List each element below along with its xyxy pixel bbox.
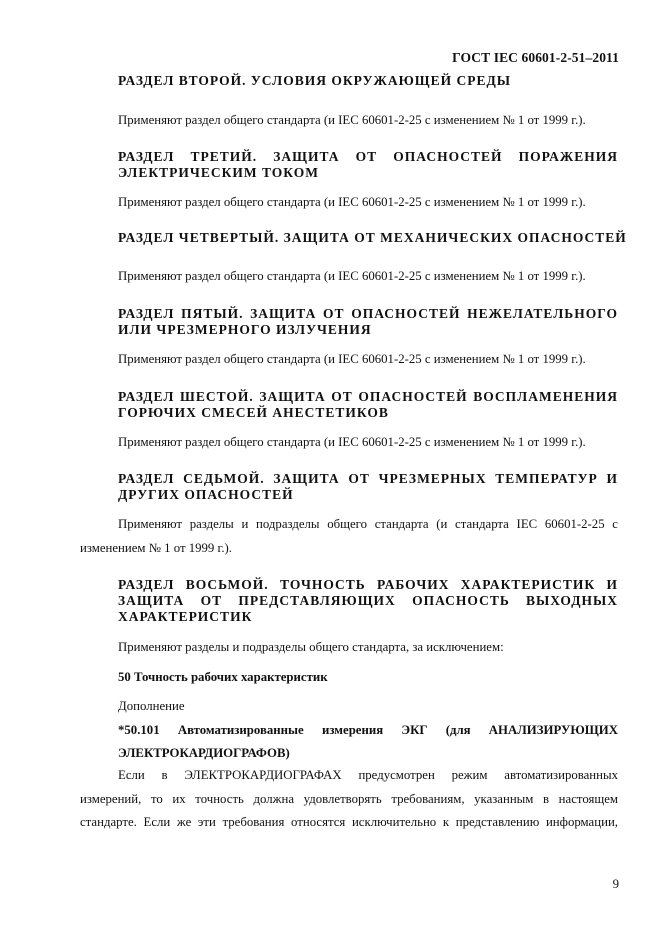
section-6-body: Применяют раздел общего стандарта (и IEC 60601-2-25 с изменением № 1 от 1999 г.). [118,435,586,449]
addition-label: Дополнение [118,699,185,713]
section-7-body [80,513,618,560]
clause-heading-line: *50.101 Автоматизированные измерения ЭКГ (для АНАЛИЗИРУЮЩИХ [118,723,618,737]
section-title-line: ГОРЮЧИХ СМЕСЕЙ АНЕСТЕТИКОВ [118,405,389,420]
clause-50101-text [80,764,618,835]
section-2-body: Применяют раздел общего стандарта (и IEC 60601-2-25 с изменением № 1 от 1999 г.). [118,113,586,127]
section-title-line: ХАРАКТЕРИСТИК [118,609,253,624]
section-title-line: ЗАЩИТА ОТ ПРЕДСТАВЛЯЮЩИХ ОПАСНОСТЬ ВЫХОДНЫХ [118,593,618,608]
section-title-line: РАЗДЕЛ ТРЕТИЙ. ЗАЩИТА ОТ ОПАСНОСТЕЙ ПОРАЖЕНИЯ [118,149,618,164]
section-title-line: ИЛИ ЧРЕЗМЕРНОГО ИЗЛУЧЕНИЯ [118,322,372,337]
section-6-title [118,389,618,421]
section-title-line: РАЗДЕЛ ВОСЬМОЙ. ТОЧНОСТЬ РАБОЧИХ ХАРАКТЕРИСТИК И [118,577,618,592]
section-3-title [118,149,618,181]
section-title-line: ЭЛЕКТРИЧЕСКИМ ТОКОМ [118,165,319,180]
section-4-title [118,230,627,246]
body-line: стандарте. Если же эти требования относятся исключительно к представлению информации, [80,815,618,829]
body-line: Если в ЭЛЕКТРОКАРДИОГРАФАХ предусмотрен режим автоматизированных [118,768,618,782]
section-title-line: РАЗДЕЛ ЧЕТВЕРТЫЙ. ЗАЩИТА ОТ МЕХАНИЧЕСКИХ ОПАСНОСТЕЙ [118,230,627,245]
page-number: 9 [612,877,619,891]
section-8-title [118,577,618,625]
subsection-50-heading: 50 Точность рабочих характеристик [118,670,328,684]
section-8-body: Применяют разделы и подразделы общего стандарта, за исключением: [118,640,504,654]
section-5-body: Применяют раздел общего стандарта (и IEC 60601-2-25 с изменением № 1 от 1999 г.). [118,352,586,366]
section-3-body: Применяют раздел общего стандарта (и IEC 60601-2-25 с изменением № 1 от 1999 г.). [118,195,586,209]
clause-heading-line: ЭЛЕКТРОКАРДИОГРАФОВ) [118,746,290,760]
section-7-title [118,471,618,503]
section-4-body: Применяют раздел общего стандарта (и IEC 60601-2-25 с изменением № 1 от 1999 г.). [118,269,586,283]
section-5-title [118,306,618,338]
section-title-line: РАЗДЕЛ ПЯТЫЙ. ЗАЩИТА ОТ ОПАСНОСТЕЙ НЕЖЕЛАТЕЛЬНОГО [118,306,618,321]
section-2-title [118,73,618,89]
section-title-line: РАЗДЕЛ ВТОРОЙ. УСЛОВИЯ ОКРУЖАЮЩЕЙ СРЕДЫ [118,73,512,88]
clause-50101-heading [118,719,618,765]
section-title-line: ДРУГИХ ОПАСНОСТЕЙ [118,487,294,502]
section-title-line: РАЗДЕЛ СЕДЬМОЙ. ЗАЩИТА ОТ ЧРЕЗМЕРНЫХ ТЕМПЕРАТУР И [118,471,618,486]
section-title-line: РАЗДЕЛ ШЕСТОЙ. ЗАЩИТА ОТ ОПАСНОСТЕЙ ВОСПЛАМЕНЕНИЯ [118,389,618,404]
body-line: измерений, то их точность должна удовлетворять требованиям, указанным в настоящем [80,791,618,806]
body-line: изменением № 1 от 1999 г.). [80,540,232,555]
document-code-header: ГОСТ IEC 60601-2-51–2011 [452,50,619,65]
body-line: Применяют разделы и подразделы общего стандарта (и стандарта IEC 60601-2-25 с [118,517,618,531]
